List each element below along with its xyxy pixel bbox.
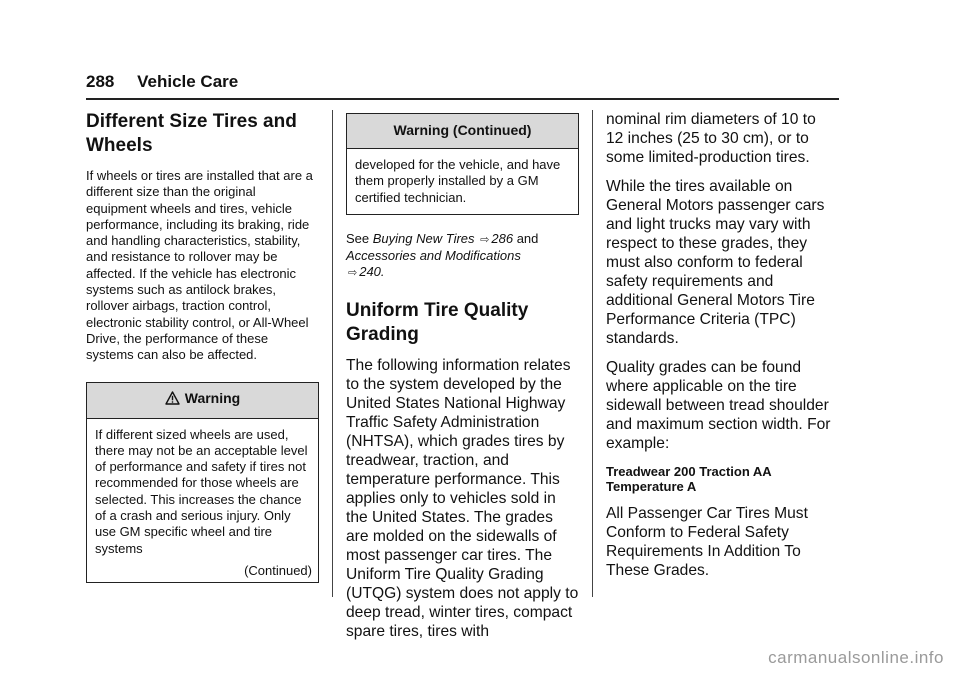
see-reference (346, 231, 579, 282)
column-divider-2 (592, 110, 593, 597)
page-ref-arrow-icon: ⇨ (480, 233, 490, 246)
page-number: 288 (86, 72, 115, 91)
warning-continued-body: developed for the vehicle, and have them properly installed by a GM certified technician. (355, 157, 561, 205)
page-ref-240[interactable]: 240 (359, 264, 381, 280)
link-accessories-modifications[interactable]: Accessories and Modifications (346, 248, 521, 264)
warning-title: Warning (184, 389, 241, 406)
warning-box (86, 382, 319, 583)
watermark: carmanualsonline.info (768, 648, 944, 667)
paragraph-utqg: The following information relates to the system developed by the United States National Highway Traffic Safety Administration (NHTSA), which grades tires by treadwear, traction, and temperature performance. This applies only to vehicles sold in the United States. The grades are molded on the sidewalls of most passenger car tires. The Uniform Tire Quality Grading (UTQG) system does not apply to deep tread, winter tires, compact spare tires, tires with (346, 356, 579, 640)
grade-example-line-2: Temperature A (606, 479, 697, 494)
paragraph-rim-diameters: nominal rim diameters of 10 to 12 inches (25 to 30 cm), or to some limited-production tires. (606, 111, 816, 166)
section-heading-utqg: Uniform Tire Quality Grading (346, 299, 529, 345)
paragraph-different-size: If wheels or tires are installed that are a different size than the original equipment wheels and tires, vehicle performance, including its braking, ride and handling characteristics, stability, and resistance to rollover may be affected. If the vehicle has electronic systems such as antilock brakes, rollover airbags, traction control, electronic stability control, or All-Wheel Drive, the performance of these systems can also be affected. (86, 168, 313, 363)
see-conjunction: and (516, 230, 539, 246)
grade-example-line-1: Treadwear 200 Traction AA (606, 464, 772, 479)
page-ref-arrow-icon: ⇨ (348, 267, 358, 280)
warning-continued-header: Warning (Continued) (347, 114, 578, 149)
paragraph-passenger-tires: All Passenger Car Tires Must Conform to Federal Safety Requirements In Addition To These Grades. (606, 505, 808, 579)
paragraph-gm-conformance: While the tires available on General Motors passenger cars and light trucks may vary with respect to these grades, they must also conform to federal safety requirements and additional General Motors Tire Performance Criteria (TPC) standards. (606, 178, 825, 347)
link-buying-new-tires[interactable]: Buying New Tires (372, 230, 475, 246)
warning-body: If different sized wheels are used, there may not be an acceptable level of performance and safety if tires not recommended for those wheels are selected. This increases the chance of a crash and serious injury. Only use GM specific wheel and tire systems (95, 426, 308, 556)
warning-header (87, 383, 318, 419)
warning-continued-label: (Continued) (244, 562, 312, 578)
warning-triangle-icon (165, 391, 180, 408)
section-title: Vehicle Care (137, 72, 239, 91)
page-ref-286[interactable]: 286 (491, 230, 514, 246)
see-prefix: See (346, 230, 370, 246)
column-3 (606, 110, 840, 580)
paragraph-quality-grades: Quality grades can be found where applicable on the tire sidewall between tread shoulder and maximum section width. For example: (606, 359, 831, 452)
column-2 (346, 110, 579, 641)
warning-continued-box (346, 113, 579, 215)
column-1 (86, 110, 319, 583)
page-header (86, 72, 238, 92)
section-heading-different-size: Different Size Tires and Wheels (86, 111, 297, 156)
see-suffix: . (380, 264, 385, 280)
header-rule (86, 98, 839, 100)
column-divider-1 (332, 110, 333, 597)
